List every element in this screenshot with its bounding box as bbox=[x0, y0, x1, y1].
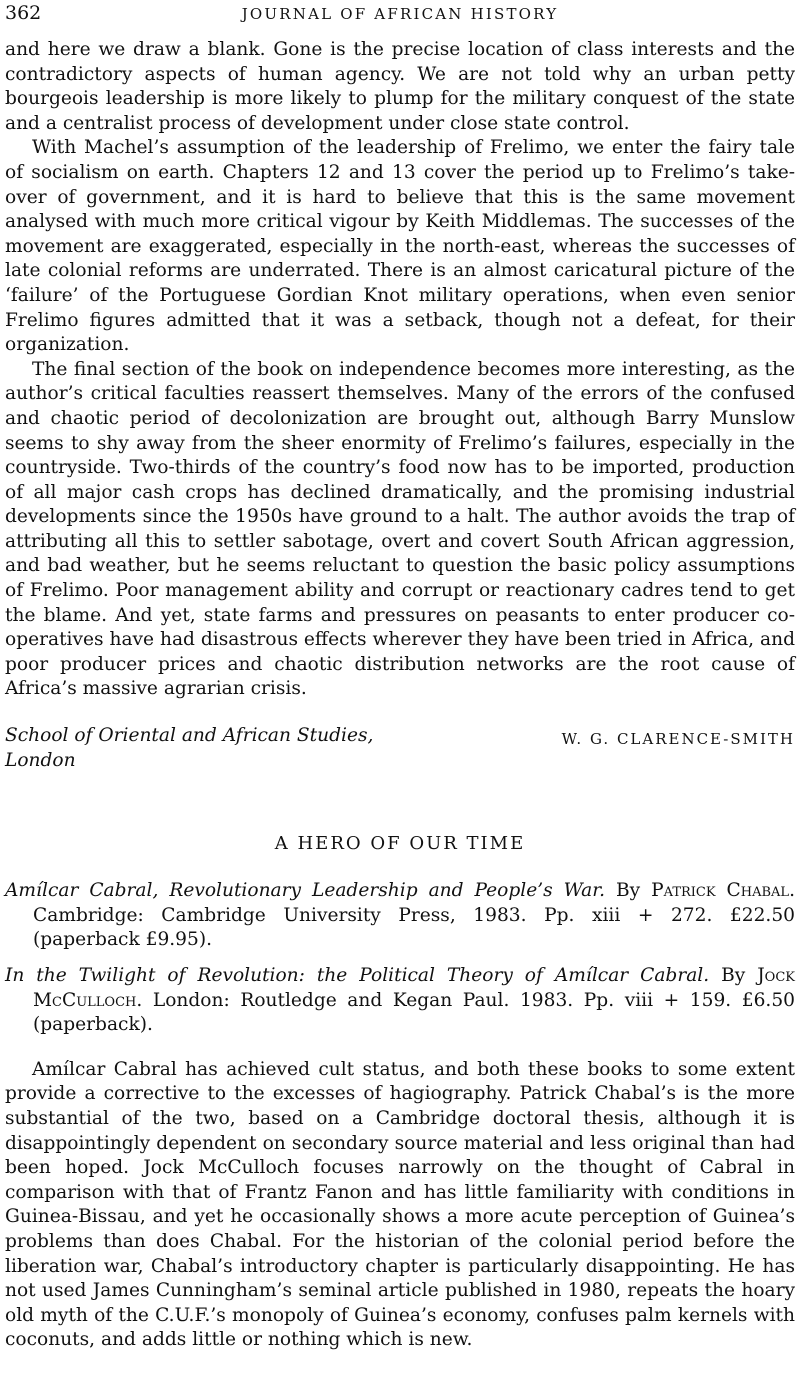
running-head bbox=[5, 0, 795, 30]
book-author: Patrick Chabal bbox=[651, 880, 790, 902]
reviewer-affiliation bbox=[5, 724, 425, 773]
review-hero-of-our-time bbox=[5, 833, 795, 1353]
book-details: . Cambridge: Cambridge University Press, 1983. Pp. xiii + 272. £22.50 (paperback £9.95). bbox=[33, 880, 795, 951]
paragraph-machel: With Machel’s assumption of the leadership of Frelimo, we enter the fairy tale of socialism on earth. Chapters 12 and 13 cover the period up to Frelimo’s take-over of government, and it is hard to believe that this is the same movement analysed with much more critical vigour by Keith Middlemas. The successes of the movement are exaggerated, especially in the north-east, whereas the successes of late colonial reforms are underrated. There is an almost caricatural picture of the ‘failure’ of the Portuguese Gordian Knot military operations, when even senior Frelimo figures admitted that it was a setback, though not a defeat, for their organization. bbox=[5, 137, 795, 356]
journal-title: JOURNAL OF AFRICAN HISTORY bbox=[241, 5, 559, 23]
affiliation-line-1: School of Oriental and African Studies, bbox=[5, 725, 374, 747]
by-label: By bbox=[709, 965, 758, 986]
review-heading: A HERO OF OUR TIME bbox=[274, 833, 526, 855]
page-number: 362 bbox=[5, 2, 42, 24]
reviewer-name: W. G. CLARENCE-SMITH bbox=[561, 730, 795, 749]
book-details: . London: Routledge and Kegan Paul. 1983. Pp. viii + 159. £6.50 (paperback). bbox=[33, 989, 795, 1036]
review-signature bbox=[5, 724, 795, 773]
continued-paragraph: and here we draw a blank. Gone is the precise location of class interests and the contradictory aspects of human agency. We are not told why an urban petty bourgeois leadership is more likely to plump for the military conquest of the state and a centralist process of development under close state control. bbox=[5, 39, 795, 134]
paragraph-independence: The final section of the book on independence becomes more interesting, as the author’s critical faculties reassert themselves. Many of the errors of the confused and chaotic period of decolonization are brought out, although Barry Munslow seems to shy away from the sheer enormity of Frelimo’s failures, especially in the countryside. Two-thirds of the country’s food now has to be imported, production of all major cash crops has declined dramatically, and the promising industrial developments since the 1950s have ground to a halt. The author avoids the trap of attributing all this to settler sabotage, overt and covert South African aggression, and bad weather, but he seems reluctant to question the basic policy assumptions of Frelimo. Poor management ability and corrupt or reactionary cadres tend to get the blame. And yet, state farms and pressures on peasants to enter producer co-operatives have had disastrous effects wherever they have been tried in Africa, and poor producer prices and chaotic distribution networks are the root cause of Africa’s massive agrarian crisis. bbox=[5, 358, 795, 700]
book-title: Amílcar Cabral, Revolutionary Leadership and People’s War. bbox=[5, 880, 605, 902]
paragraph-cabral: Amílcar Cabral has achieved cult status, and both these books to some extent provide a corrective to the excesses of hagiography. Patrick Chabal’s is the more substantial of the two, based on a Cambridge doctoral thesis, although it is disappointingly dependent on secondary source material and less original than had been hoped. Jock McCulloch focuses narrowly on the thought of Cabral in comparison with that of Frantz Fanon and has little familiarity with conditions in Guinea-Bissau, and yet he occasionally shows a more acute perception of Guinea’s problems than does Chabal. For the historian of the colonial period before the liberation war, Chabal’s introductory chapter is particularly disappointing. He has not used James Cunningham’s seminal article published in 1980, repeats the hoary old myth of the C.U.F.’s monopoly of Guinea’s economy, confuses palm kernels with coconuts, and adds little or nothing which is new. bbox=[5, 1058, 795, 1351]
book-entry-chabal bbox=[5, 879, 795, 953]
review-munslow-conclusion bbox=[5, 38, 795, 773]
book-author: Jock McCulloch bbox=[33, 965, 795, 1011]
book-entry-mcculloch bbox=[5, 964, 795, 1038]
by-label: By bbox=[605, 880, 652, 902]
affiliation-line-2: London bbox=[5, 749, 76, 771]
book-title: In the Twilight of Revolution: the Political Theory of Amílcar Cabral. bbox=[5, 965, 710, 986]
